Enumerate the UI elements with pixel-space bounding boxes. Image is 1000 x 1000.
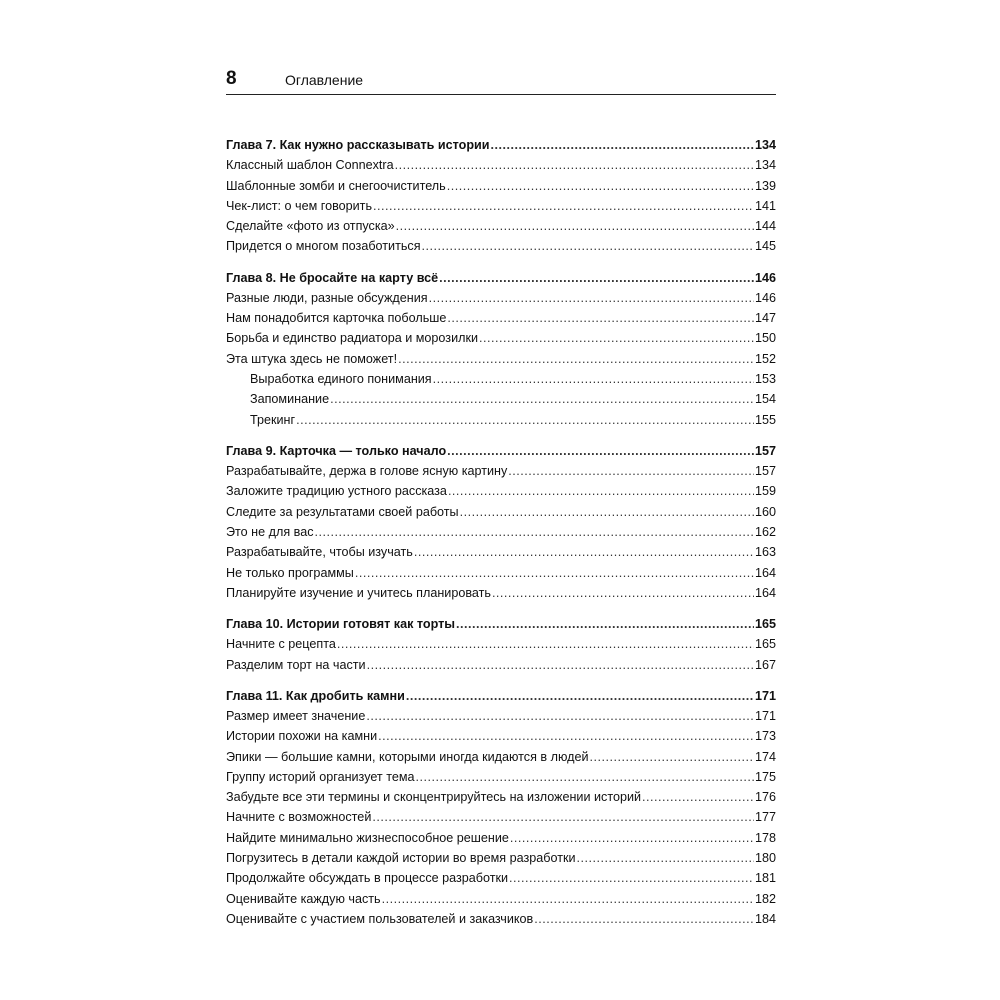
page-number: 8 [226,68,237,89]
entry-page-number: 160 [754,504,776,519]
toc-entry [226,848,776,868]
toc-entry [226,542,776,562]
dot-leader [479,328,754,348]
dot-leader [433,369,754,389]
toc-entry [226,216,776,236]
dot-leader [396,216,754,236]
chapter-group [226,614,776,675]
toc-entry [226,522,776,542]
dot-leader [315,522,754,542]
entry-page-number: 146 [754,290,776,305]
entry-page-number: 175 [754,769,776,784]
toc-entry [226,767,776,787]
entry-title: Выработка единого понимания [250,372,432,387]
dot-leader [439,268,754,288]
entry-title: Глава 7. Как нужно рассказывать истории [226,138,490,152]
entry-page-number: 152 [754,351,776,366]
toc-entry [226,176,776,196]
toc-entry [226,655,776,675]
chapter-heading-entry [226,614,776,634]
entry-page-number: 139 [754,178,776,193]
toc-entry [226,889,776,909]
entry-page-number: 171 [754,688,776,703]
dot-leader [510,828,754,848]
entry-title: Борьба и единство радиатора и морозилки [226,331,478,346]
entry-title: Запоминание [250,392,330,407]
chapter-heading-entry [226,268,776,288]
entry-title: Разные люди, разные обсуждения [226,290,428,305]
entry-page-number: 157 [754,443,776,458]
toc-entry [226,502,776,522]
dot-leader [491,135,754,155]
entry-page-number: 181 [754,871,776,886]
entry-title: Разделим торт на части [226,657,366,672]
dot-leader [460,502,754,522]
dot-leader [492,583,754,603]
entry-page-number: 167 [754,657,776,672]
dot-leader [366,706,754,726]
entry-title: Забудьте все эти термины и сконцентрируйтесь на изложении историй [226,790,642,805]
dot-leader [577,848,754,868]
entry-page-number: 174 [754,749,776,764]
entry-page-number: 184 [754,911,776,926]
dot-leader [590,747,754,767]
entry-title: Группу историй организует тема [226,769,415,784]
entry-title: Планируйте изучение и учитесь планировать [226,585,491,600]
toc-entry [226,349,776,369]
toc-entry [226,726,776,746]
toc-entry [226,634,776,654]
dot-leader [416,767,754,787]
entry-page-number: 145 [754,239,776,254]
toc-entry [226,328,776,348]
toc-entry [226,909,776,929]
toc-entry [226,389,776,409]
entry-title: Сделайте «фото из отпуска» [226,219,395,234]
dot-leader [337,634,754,654]
entry-title: Найдите минимально жизнеспособное решение [226,830,509,845]
dot-leader [395,155,754,175]
dot-leader [406,686,754,706]
entry-page-number: 159 [754,484,776,499]
entry-page-number: 147 [754,311,776,326]
chapter-heading-entry [226,135,776,155]
toc-entry [226,410,776,430]
entry-title: Начните с возможностей [226,810,372,825]
entry-page-number: 154 [754,392,776,407]
toc-entry [226,807,776,827]
dot-leader [448,481,754,501]
dot-leader [422,236,754,256]
chapter-heading-entry [226,686,776,706]
toc-entry [226,369,776,389]
entry-title: Заложите традицию устного рассказа [226,484,447,499]
dot-leader [296,410,754,430]
dot-leader [414,542,754,562]
toc-entry [226,747,776,767]
running-title: Оглавление [285,72,364,88]
table-of-contents [226,135,776,940]
entry-page-number: 180 [754,850,776,865]
toc-entry [226,563,776,583]
entry-page-number: 162 [754,524,776,539]
entry-page-number: 153 [754,372,776,387]
entry-title: Погрузитесь в детали каждой истории во время разработки [226,850,576,865]
entry-page-number: 134 [754,158,776,173]
chapter-group [226,268,776,430]
chapter-group [226,686,776,930]
dot-leader [447,176,754,196]
entry-title: Глава 8. Не бросайте на карту всё [226,270,439,285]
entry-page-number: 150 [754,331,776,346]
entry-page-number: 176 [754,790,776,805]
entry-title: Начните с рецепта [226,637,336,652]
entry-title: Классный шаблон Connextra [226,158,394,173]
dot-leader [429,288,754,308]
entry-title: Не только программы [226,565,354,580]
dot-leader [642,787,754,807]
entry-title: Это не для вас [226,524,314,539]
entry-title: Размер имеет значение [226,708,366,723]
dot-leader [355,563,754,583]
toc-entry [226,828,776,848]
page-header [226,66,776,95]
dot-leader [330,389,754,409]
chapter-group [226,441,776,603]
toc-entry [226,308,776,328]
toc-entry [226,481,776,501]
dot-leader [378,726,754,746]
chapter-group [226,135,776,257]
entry-title: Оценивайте каждую часть [226,891,381,906]
entry-page-number: 177 [754,810,776,825]
entry-title: Разрабатывайте, держа в голове ясную картину [226,464,508,479]
entry-page-number: 165 [754,616,776,631]
entry-page-number: 141 [754,198,776,213]
entry-page-number: 173 [754,729,776,744]
entry-page-number: 171 [754,708,776,723]
entry-title: Глава 11. Как дробить камни [226,688,405,703]
dot-leader [398,349,754,369]
entry-page-number: 155 [754,412,776,427]
dot-leader [372,807,754,827]
entry-title: Эпики — большие камни, которыми иногда кидаются в людей [226,749,589,764]
entry-title: Трекинг [250,412,296,427]
chapter-heading-entry [226,441,776,461]
toc-entry [226,155,776,175]
entry-title: Глава 10. Истории готовят как торты [226,616,456,631]
entry-title: Шаблонные зомби и снегоочиститель [226,178,446,193]
dot-leader [373,196,754,216]
toc-entry [226,196,776,216]
entry-page-number: 178 [754,830,776,845]
entry-title: Нам понадобится карточка побольше [226,311,447,326]
entry-title: Истории похожи на камни [226,729,378,744]
entry-page-number: 144 [754,219,776,234]
entry-page-number: 182 [754,891,776,906]
dot-leader [382,889,754,909]
toc-entry [226,461,776,481]
toc-entry [226,288,776,308]
toc-entry [226,868,776,888]
dot-leader [508,461,754,481]
entry-page-number: 134 [754,138,776,152]
entry-title: Следите за результатами своей работы [226,504,459,519]
toc-entry [226,236,776,256]
entry-title: Придется о многом позаботиться [226,239,421,254]
dot-leader [534,909,754,929]
entry-page-number: 164 [754,565,776,580]
entry-page-number: 157 [754,464,776,479]
entry-page-number: 165 [754,637,776,652]
dot-leader [509,868,754,888]
entry-title: Глава 9. Карточка — только начало [226,443,447,458]
entry-title: Продолжайте обсуждать в процессе разработки [226,871,509,886]
dot-leader [367,655,754,675]
entry-title: Оценивайте с участием пользователей и заказчиков [226,911,534,926]
entry-title: Чек-лист: о чем говорить [226,198,373,213]
toc-entry [226,787,776,807]
dot-leader [456,614,754,634]
entry-page-number: 163 [754,545,776,560]
toc-entry [226,583,776,603]
entry-title: Эта штука здесь не поможет! [226,351,398,366]
dot-leader [447,308,754,328]
toc-entry [226,706,776,726]
dot-leader [447,441,754,461]
entry-page-number: 146 [754,270,776,285]
entry-title: Разрабатывайте, чтобы изучать [226,545,413,560]
entry-page-number: 164 [754,585,776,600]
